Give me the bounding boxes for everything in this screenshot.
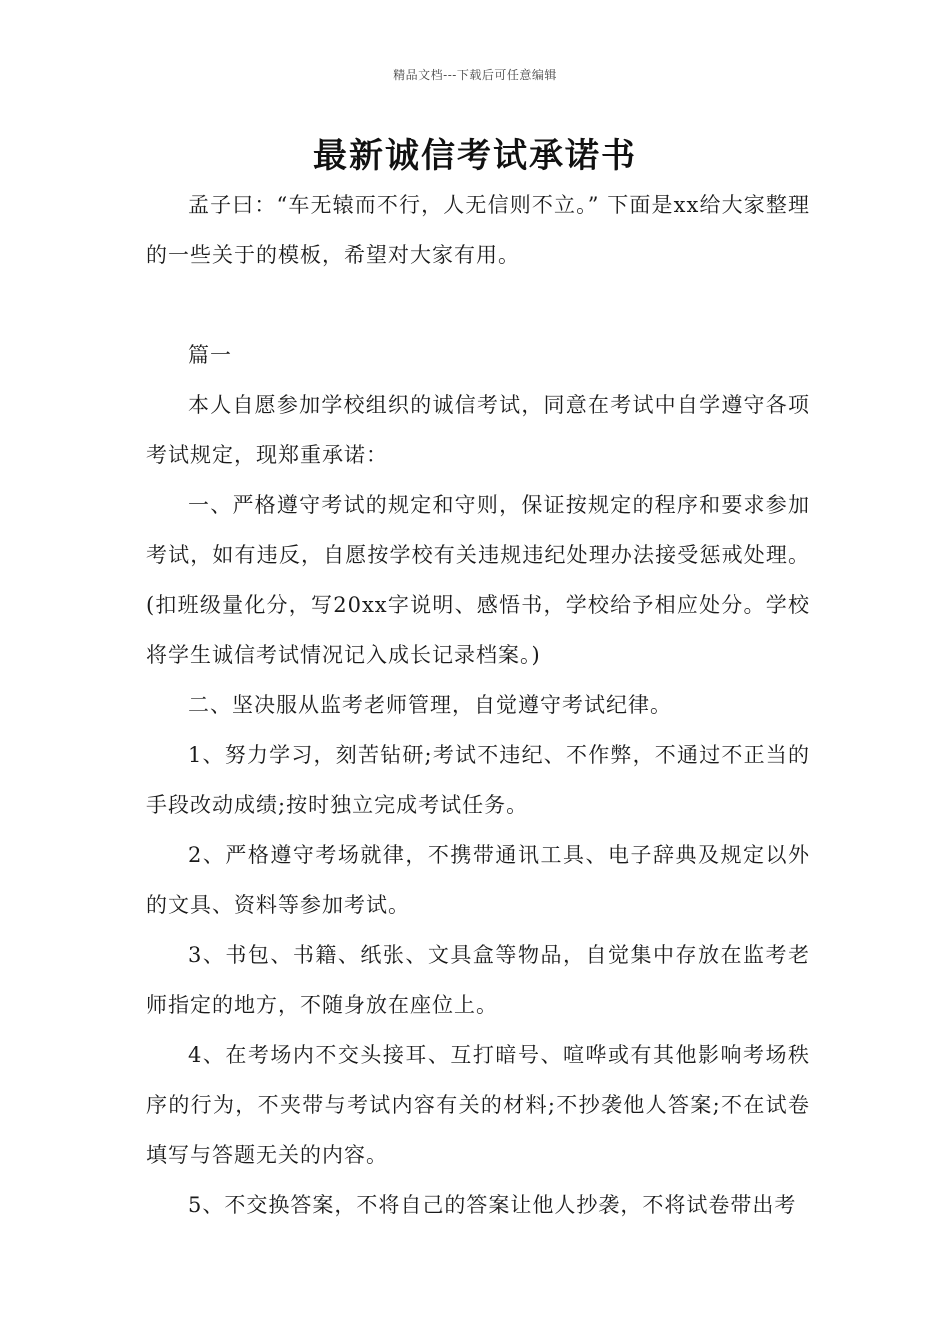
header-note: 精品文档---下载后可任意编辑 bbox=[393, 68, 557, 82]
section-heading: 篇一 bbox=[188, 343, 232, 367]
paragraph-rule-5: 5、不交换答案，不将自己的答案让他人抄袭，不将试卷带出考 bbox=[188, 1193, 797, 1217]
paragraph-item-two: 二、坚决服从监考老师管理，自觉遵守考试纪律。 bbox=[188, 693, 672, 717]
paragraph-rule-1: 1、努力学习，刻苦钻研;考试不违纪、不作弊，不通过不正当的手段改动成绩;按时独立完成考试任务。 bbox=[146, 743, 810, 817]
paragraph-pledge-intro: 本人自愿参加学校组织的诚信考试，同意在考试中自学遵守各项考试规定，现郑重承诺： bbox=[146, 393, 810, 467]
paragraph-intro: 孟子曰：“车无辕而不行，人无信则不立。” 下面是xx给大家整理的一些关于的模板，希望对大家有用。 bbox=[146, 193, 810, 267]
document-title: 最新诚信考试承诺书 bbox=[313, 136, 637, 176]
paragraph-rule-2: 2、严格遵守考场就律，不携带通讯工具、电子辞典及规定以外的文具、资料等参加考试。 bbox=[146, 843, 810, 917]
document-body bbox=[146, 180, 810, 1230]
paragraph-item-one: 一、严格遵守考试的规定和守则，保证按规定的程序和要求参加考试，如有违反，自愿按学校有关违规违纪处理办法接受惩戒处理。(扣班级量化分，写20xx字说明、感悟书，学校给予相应处分。学校将学生诚信考试情况记入成长记录档案。) bbox=[146, 493, 810, 667]
paragraph-rule-4: 4、在考场内不交头接耳、互打暗号、喧哗或有其他影响考场秩序的行为，不夹带与考试内容有关的材料;不抄袭他人答案;不在试卷填写与答题无关的内容。 bbox=[146, 1043, 810, 1167]
paragraph-rule-3: 3、书包、书籍、纸张、文具盒等物品，自觉集中存放在监考老师指定的地方，不随身放在座位上。 bbox=[146, 943, 810, 1017]
